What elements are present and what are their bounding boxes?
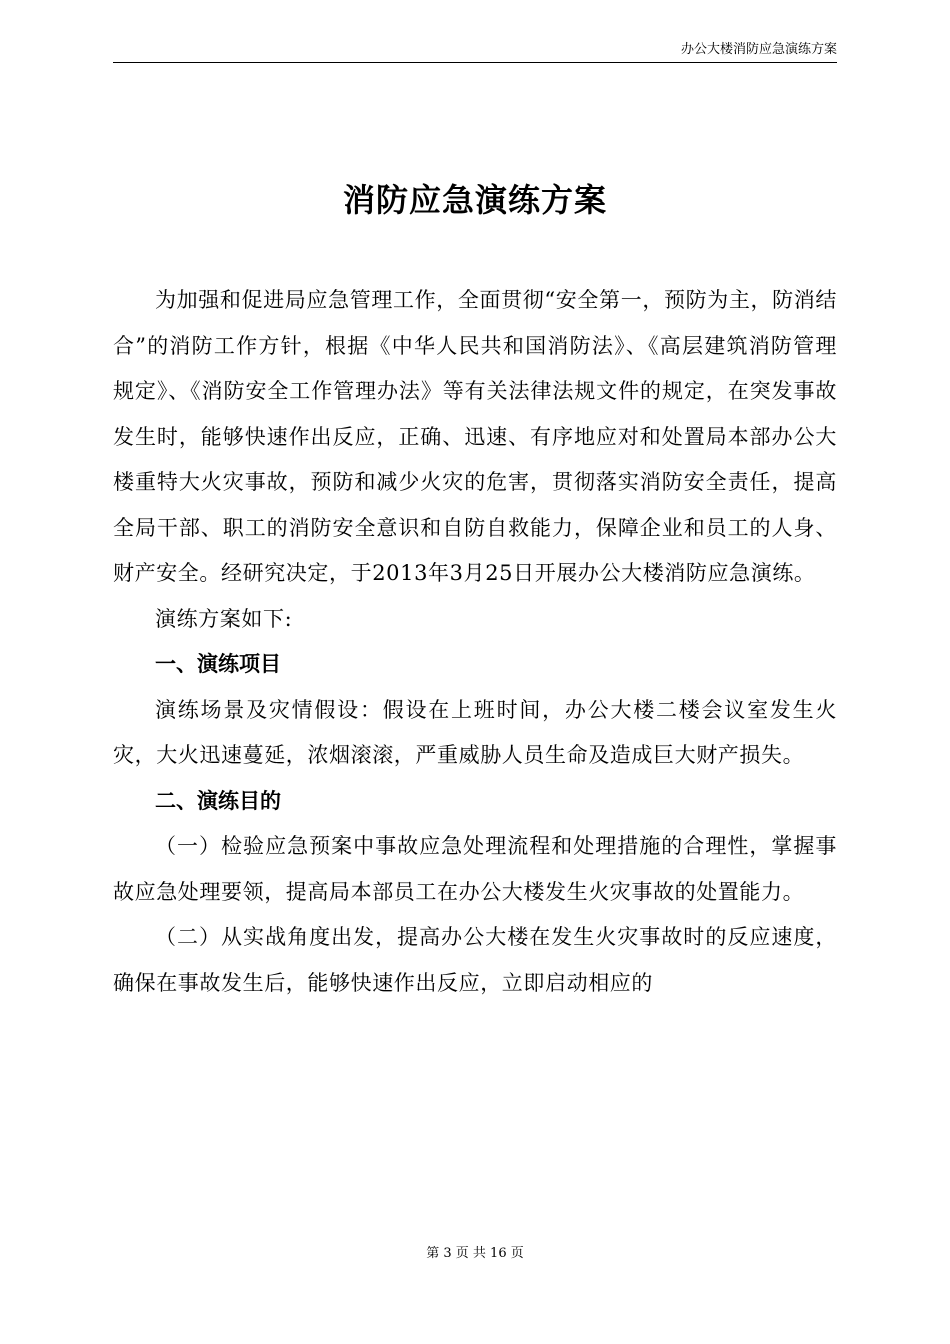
page-number: 第 3 页 共 16 页 xyxy=(426,1246,524,1261)
section1-paragraph: 演练场景及灾情假设：假设在上班时间，办公大楼二楼会议室发生火灾，大火迅速蔓延，浓烟滚滚，严重威胁人员生命及造成巨大财产损失。 xyxy=(113,697,837,767)
header-document-name: 办公大楼消防应急演练方案 xyxy=(680,42,837,57)
section2-item2-paragraph: （二）从实战角度出发，提高办公大楼在发生火灾事故时的反应速度，确保在事故发生后，能够快速作出反应，立即启动相应的 xyxy=(113,925,837,995)
section2-item1-paragraph: （一）检验应急预案中事故应急处理流程和处理措施的合理性，掌握事故应急处理要领，提高局本部员工在办公大楼发生火灾事故的处置能力。 xyxy=(113,834,837,904)
plan-intro-paragraph: 演练方案如下: xyxy=(155,606,293,631)
page-header xyxy=(113,40,837,63)
intro-paragraph: 为加强和促进局应急管理工作，全面贯彻“安全第一，预防为主，防消结合”的消防工作方针，根据《中华人民共和国消防法》、《高层建筑消防管理规定》、《消防安全工作管理办法》等有关法律法规文件的规定，在突发事故发生时，能够快速作出反应，正确、迅速、有序地应对和处置局本部办公大楼重特大火灾事故，预防和减少火灾的危害，贯彻落实消防安全责任，提高全局干部、职工的消防安全意识和自防自救能力，保障企业和员工的人身、财产安全。经研究决定，于2013年3月25日开展办公大楼消防应急演练。 xyxy=(113,288,837,585)
document-title: 消防应急演练方案 xyxy=(342,181,607,219)
section-heading-drill-purpose: 二、演练目的 xyxy=(155,788,281,813)
section-heading-drill-items: 一、演练项目 xyxy=(155,652,281,676)
page-footer xyxy=(113,1246,837,1262)
document-body xyxy=(113,278,837,1006)
